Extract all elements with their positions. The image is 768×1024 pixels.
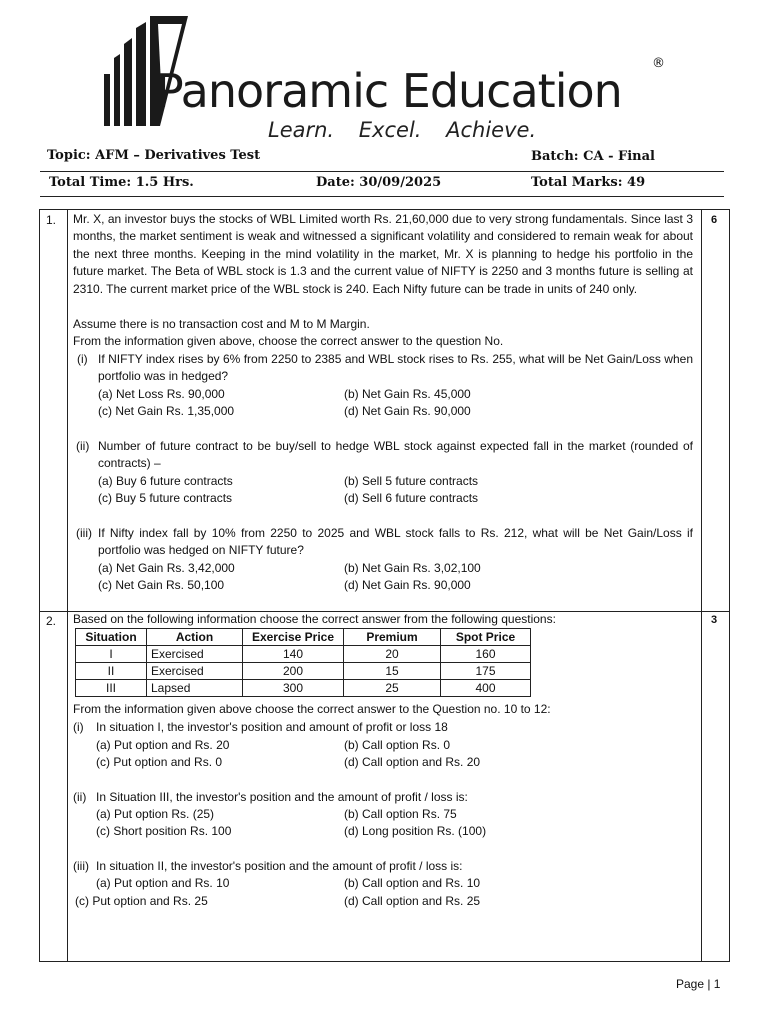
option: (b) Call option Rs. 75 [344, 807, 457, 821]
table-cell: 160 [441, 646, 531, 663]
option: (d) Net Gain Rs. 90,000 [344, 404, 471, 418]
option: (d) Call option and Rs. 25 [344, 894, 481, 908]
table-row [76, 646, 531, 663]
table-cell: Exercised [147, 663, 243, 680]
divider [40, 171, 724, 172]
part-label: (iii) [76, 526, 92, 540]
option: (d) Net Gain Rs. 90,000 [344, 578, 471, 592]
option: (b) Call option and Rs. 10 [344, 876, 481, 890]
option: (c) Net Gain Rs. 50,100 [98, 578, 225, 592]
part-label: (iii) [73, 859, 89, 873]
column-divider [67, 210, 68, 961]
part-question: In situation II, the investor's position and the amount of profit / loss is: [96, 859, 463, 873]
table-cell: 175 [441, 663, 531, 680]
part-label: (ii) [73, 790, 87, 804]
option: (d) Long position Rs. (100) [344, 824, 487, 838]
column-header: Exercise Price [243, 629, 344, 646]
table-cell: 20 [344, 646, 441, 663]
column-header: Premium [344, 629, 441, 646]
option: (a) Put option and Rs. 10 [96, 876, 230, 890]
registered-mark: ® [652, 56, 665, 71]
part-label: (i) [77, 352, 88, 366]
part-question: In situation I, the investor's position and amount of profit or loss 18 [96, 720, 448, 734]
part-question: If NIFTY index rises by 6% from 2250 to 2385 and WBL stock rises to Rs. 255, what will be Net Gain/Loss when portfolio was in hedged? [98, 352, 693, 384]
part-question: In Situation III, the investor's position and the amount of profit / loss is: [96, 790, 468, 804]
column-divider [701, 210, 702, 961]
instruction-text: From the information given above, choose the correct answer to the question No. [73, 334, 504, 348]
divider [40, 196, 724, 197]
question-intro: Based on the following information choose the correct answer from the following questions: [73, 612, 556, 626]
table-cell: 300 [243, 680, 344, 697]
question-stem: Mr. X, an investor buys the stocks of WBL Limited worth Rs. 21,60,000 due to very strong fundamentals. Since last 3 months, the market sentiment is weak and witnessed a significant volatility and considered to remain weak for about the next three months. Keeping in the mind volatility in the market, Mr. X is planning to hedge his portfolio in the future market. The Beta of WBL stock is 1.3 and the current value of NIFTY is 2250 and 3 months future is selling at 2310. The current market price of the WBL stock is 240. Each Nifty future can be trade in units of 240 only. [73, 212, 693, 296]
option: (b) Net Gain Rs. 45,000 [344, 387, 471, 401]
option: (b) Sell 5 future contracts [344, 474, 479, 488]
instruction-text: From the information given above choose the correct answer to the Question no. 10 to 12: [73, 702, 551, 716]
brand-name: Panoramic Education [156, 64, 622, 118]
question-marks: 3 [711, 614, 718, 626]
question-marks: 6 [711, 214, 718, 226]
option: (a) Put option Rs. (25) [96, 807, 215, 821]
table-row [76, 680, 531, 697]
option: (a) Net Loss Rs. 90,000 [98, 387, 225, 401]
question-number: 2. [46, 614, 57, 628]
options-table [75, 628, 531, 697]
option: (c) Net Gain Rs. 1,35,000 [98, 404, 235, 418]
table-cell: 400 [441, 680, 531, 697]
option: (a) Net Gain Rs. 3,42,000 [98, 561, 235, 575]
table-cell: 25 [344, 680, 441, 697]
option: (c) Put option and Rs. 0 [96, 755, 223, 769]
total-time: Total Time: 1.5 Hrs. [49, 175, 194, 190]
column-header: Spot Price [441, 629, 531, 646]
tagline: Learn. Excel. Achieve. [268, 118, 537, 142]
topic: Topic: AFM – Derivatives Test [47, 148, 261, 163]
option: (b) Net Gain Rs. 3,02,100 [344, 561, 481, 575]
option: (d) Call option and Rs. 20 [344, 755, 481, 769]
logo [100, 14, 680, 146]
part-question: If Nifty index fall by 10% from 2250 to 2025 and WBL stock falls to Rs. 212, what will be Net Gain/Loss if portfolio was hedged on NIFTY future? [98, 526, 693, 558]
part-label: (i) [73, 720, 84, 734]
table-cell: II [76, 663, 147, 680]
page-number: Page | 1 [676, 977, 721, 991]
table-cell: 200 [243, 663, 344, 680]
table-header-row [76, 629, 531, 646]
part-question: Number of future contract to be buy/sell to hedge WBL stock against expected fall in the market (rounded of contracts) – [98, 439, 693, 471]
table-cell: Exercised [147, 646, 243, 663]
option: (d) Sell 6 future contracts [344, 491, 479, 505]
exam-date: Date: 30/09/2025 [316, 175, 442, 190]
part-label: (ii) [76, 439, 90, 453]
option: (a) Put option and Rs. 20 [96, 738, 230, 752]
table-cell: 15 [344, 663, 441, 680]
table-cell: III [76, 680, 147, 697]
column-header: Situation [76, 629, 147, 646]
question-number: 1. [46, 213, 57, 227]
option: (c) Put option and Rs. 25 [75, 894, 208, 908]
assumption-text: Assume there is no transaction cost and M to M Margin. [73, 317, 370, 331]
batch: Batch: CA - Final [531, 149, 655, 164]
table-cell: Lapsed [147, 680, 243, 697]
total-marks: Total Marks: 49 [531, 175, 646, 190]
table-row [76, 663, 531, 680]
option: (b) Call option Rs. 0 [344, 738, 451, 752]
option: (c) Buy 5 future contracts [98, 491, 233, 505]
option: (c) Short position Rs. 100 [96, 824, 232, 838]
table-cell: I [76, 646, 147, 663]
column-header: Action [147, 629, 243, 646]
table-cell: 140 [243, 646, 344, 663]
option: (a) Buy 6 future contracts [98, 474, 233, 488]
